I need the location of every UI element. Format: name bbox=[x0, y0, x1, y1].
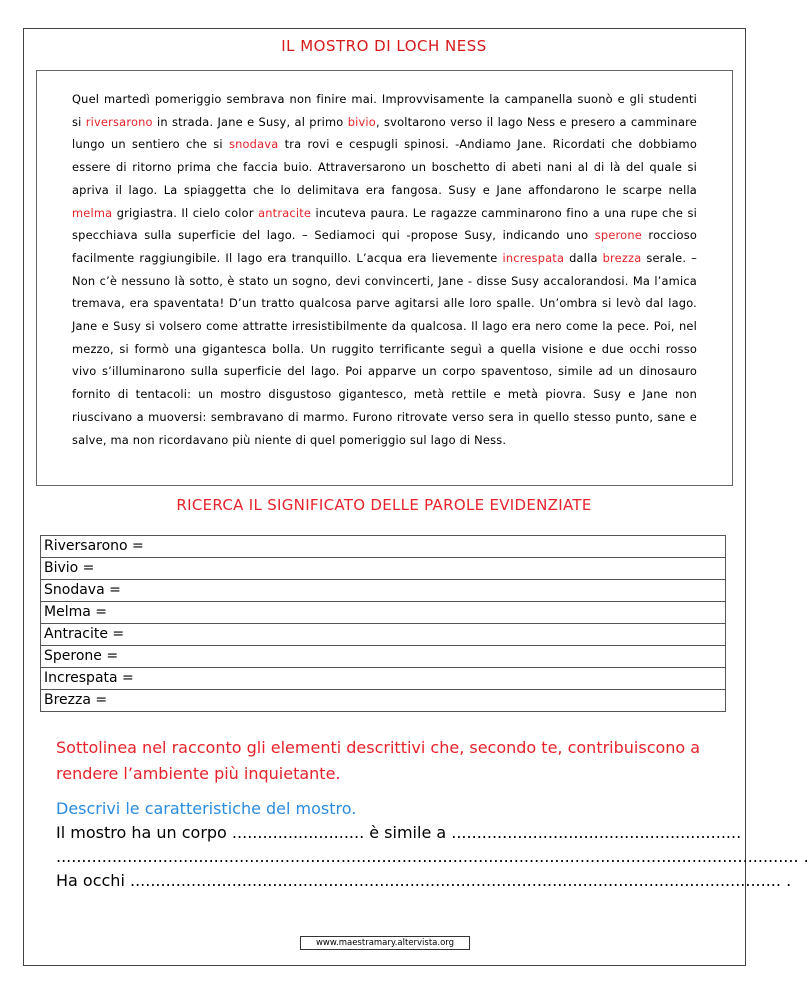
fill-line-continuation[interactable]: .................................................................................................................................................. . bbox=[56, 847, 809, 866]
vocabulary-cell[interactable]: Melma = bbox=[41, 602, 726, 624]
story-segment: incuteva paura. Le ragazze camminarono fino a una rupe che si specchiava sulla superficie del lago. – Sediamoci qui -propose Susy, indicando uno bbox=[72, 205, 697, 243]
footer-url: www.maestramary.altervista.org bbox=[300, 936, 470, 950]
highlighted-word: snodava bbox=[228, 137, 279, 152]
story-segment: roccioso facilmente raggiungibile. Il lago era tranquillo. L’acqua era lievemente bbox=[72, 228, 697, 265]
vocabulary-cell[interactable]: Sperone = bbox=[41, 646, 726, 668]
describe-monster-instruction: Descrivi le caratteristiche del mostro. bbox=[56, 799, 357, 818]
vocabulary-cell[interactable]: Snodava = bbox=[41, 580, 726, 602]
highlighted-word: melma bbox=[72, 205, 113, 220]
fill-line-body[interactable]: Il mostro ha un corpo .......................... è simile a ......................................................... bbox=[56, 823, 742, 842]
highlighted-word: sperone bbox=[594, 228, 642, 243]
vocabulary-row bbox=[41, 624, 726, 646]
highlighted-word: bivio bbox=[347, 114, 376, 129]
vocabulary-table bbox=[40, 535, 726, 712]
vocabulary-row bbox=[41, 536, 726, 558]
vocabulary-row bbox=[41, 668, 726, 690]
vocabulary-row bbox=[41, 602, 726, 624]
worksheet-title: IL MOSTRO DI LOCH NESS bbox=[281, 37, 487, 55]
vocabulary-row bbox=[41, 690, 726, 712]
story-segment: dalla bbox=[564, 250, 603, 265]
fill-line-eyes[interactable]: Ha occhi ................................................................................................................................ . bbox=[56, 871, 792, 890]
story-segment: Quel martedì pomeriggio sembrava non finire mai. Improvvisamente la campanella suonò e gli studenti si bbox=[72, 92, 697, 129]
story-segment: , svoltarono verso il lago Ness e presero a camminare lungo un sentiero che si bbox=[72, 114, 697, 152]
vocabulary-cell[interactable]: Bivio = bbox=[41, 558, 726, 580]
highlighted-word: increspata bbox=[502, 250, 565, 265]
vocabulary-row bbox=[41, 580, 726, 602]
story-segment: serale. –Non c’è nessuno là sotto, è stato un sogno, devi convincerti, Jane - disse Susy accalorandosi. Ma l’amica tremava, era spaventata! D’un tratto qualcosa parve agitarsi alle loro spalle. Un’ombra si levò dal lago. Jane e Susy si volsero come attratte irresistibilmente da qualcosa. Il lago era nero come la pece. Poi, nel mezzo, si formò una gigantesca bolla. Un ruggito terrificante seguì a quella visione e due occhi rosso vivo s’illuminarono sulla superficie del lago. Poi apparve un corpo spaventoso, simile ad un dinosauro fornito di tentacoli: un mostro disgustoso gigantesco, metà rettile e metà piovra. Susy e Jane non riuscivano a muoversi: sembravano di marmo. Furono ritrovate verso sera in quello stesso punto, sane e salve, ma non ricordavano più niente di quel pomeriggio sul lago di Ness. bbox=[72, 250, 697, 447]
vocabulary-row bbox=[41, 558, 726, 580]
story-text bbox=[72, 88, 697, 451]
highlighted-word: brezza bbox=[602, 250, 642, 265]
vocabulary-cell[interactable]: Increspata = bbox=[41, 668, 726, 690]
underline-instruction: Sottolinea nel racconto gli elementi descrittivi che, secondo te, contribuiscono a rendere l’ambiente più inquietante. bbox=[56, 738, 701, 783]
vocabulary-row bbox=[41, 646, 726, 668]
story-segment: tra rovi e cespugli spinosi. -Andiamo Jane. Ricordati che dobbiamo essere di ritorno prima che faccia buio. Attraversarono un boschetto di abeti nani al di là del quale si apriva il lago. La spiaggetta che lo delimitava era fangosa. Susy e Jane affondarono le scarpe nella bbox=[72, 137, 697, 197]
story-segment: grigiastra. Il cielo color bbox=[112, 205, 259, 220]
highlighted-word: antracite bbox=[258, 205, 312, 220]
vocabulary-cell[interactable]: Riversarono = bbox=[41, 536, 726, 558]
vocabulary-cell[interactable]: Brezza = bbox=[41, 690, 726, 712]
story-segment: in strada. Jane e Susy, al primo bbox=[152, 114, 348, 129]
highlighted-word: riversarono bbox=[85, 114, 153, 129]
section-title: RICERCA IL SIGNIFICATO DELLE PAROLE EVIDENZIATE bbox=[176, 496, 592, 514]
vocabulary-cell[interactable]: Antracite = bbox=[41, 624, 726, 646]
